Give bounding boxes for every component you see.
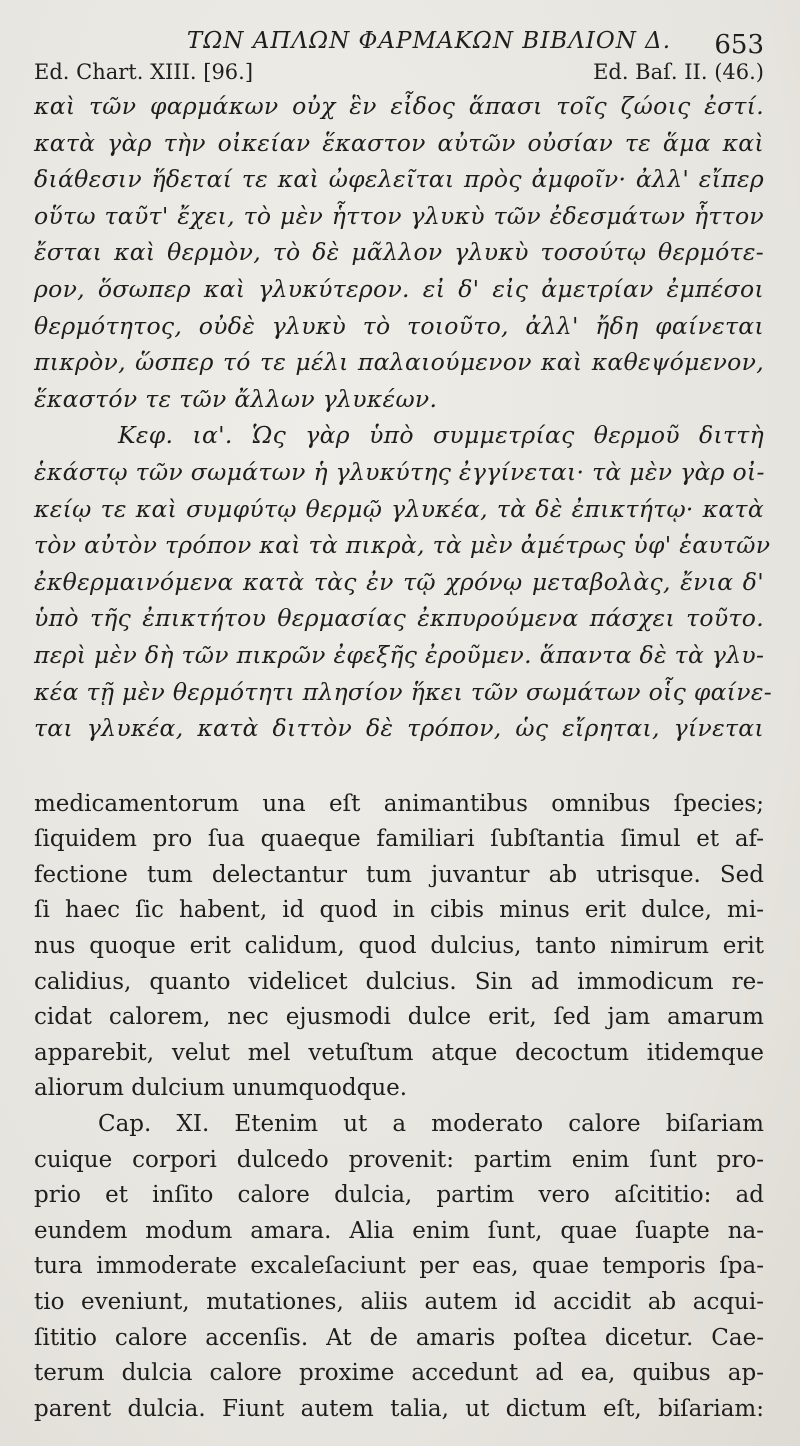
latin-line: terum dulcia calore proxime accedunt ad ea, quibus ap- xyxy=(34,1360,764,1387)
latin-line: cuique corpori dulcedo provenit: partim enim ſunt pro- xyxy=(34,1146,764,1173)
latin-line: nus quoque erit calidum, quod dulcius, tanto nimirum erit xyxy=(34,933,764,960)
latin-line: ſititio calore accenſis. At de amaris poſtea dicetur. Cae- xyxy=(34,1324,764,1351)
greek-line: ἑκάστῳ τῶν σωμάτων ἡ γλυκύτης ἐγγίνεται· τὰ μὲν γὰρ οἰ- xyxy=(34,457,765,486)
edition-chart-reference: Ed. Chart. XIII. [96.] xyxy=(34,60,254,84)
greek-line: ται γλυκέα, κατὰ διττὸν δὲ τρόπον, ὡς εἴρηται, γίνεται xyxy=(34,714,764,743)
greek-chapter-heading-line: Κεφ. ια'. Ὡς γὰρ ὑπὸ συμμετρίας θερμοῦ διττὴ xyxy=(118,421,764,450)
edition-basel-reference: Ed. Baſ. II. (46.) xyxy=(593,60,764,84)
latin-line: eundem modum amara. Alia enim ſunt, quae ſuapte na- xyxy=(34,1217,764,1244)
latin-line: medicamentorum una eſt animantibus omnibus ſpecies; xyxy=(34,790,764,817)
latin-line: ſi haec ſic habent, id quod in cibis minus erit dulce, mi- xyxy=(34,897,764,924)
greek-line: πικρὸν, ὥσπερ τό τε μέλι παλαιούμενον καὶ καθεψόμενον, xyxy=(34,348,764,377)
greek-line: περὶ μὲν δὴ τῶν πικρῶν ἐφεξῆς ἐροῦμεν. ἅπαντα δὲ τὰ γλυ- xyxy=(34,640,765,669)
page-number: 653 xyxy=(714,30,764,60)
running-head xyxy=(34,0,764,60)
greek-line: οὕτω ταῦτ' ἔχει, τὸ μὲν ἧττον γλυκὺ τῶν ἐδεσμάτων ἧττον xyxy=(34,201,764,230)
latin-chapter-heading-line: Cap. XI. Etenim ut a moderato calore biſariam xyxy=(98,1111,764,1138)
latin-line: aliorum dulcium unumquodque. xyxy=(34,1075,408,1102)
greek-text-block xyxy=(34,88,773,747)
running-title: ΤΩΝ ΑΠΛΩΝ ΦΑΡΜΑΚΩΝ ΒΙΒΛΙΟΝ Δ. xyxy=(186,28,672,54)
latin-line: tio eveniunt, mutationes, aliis autem id accidit ab acqui- xyxy=(34,1289,764,1315)
greek-line: κείῳ τε καὶ συμφύτῳ θερμῷ γλυκέα, τὰ δὲ ἐπικτήτῳ· κατὰ xyxy=(34,494,764,523)
latin-line: prio et inſito calore dulcia, partim vero aſcititio: ad xyxy=(34,1182,764,1209)
latin-line: calidius, quanto videlicet dulcius. Sin ad immodicum re- xyxy=(34,968,764,995)
greek-line: ἐκθερμαινόμενα κατὰ τὰς ἐν τῷ χρόνῳ μεταβολὰς, ἔνια δ' xyxy=(34,567,764,596)
greek-line: ρον, ὅσωπερ καὶ γλυκύτερον. εἰ δ' εἰς ἀμετρίαν ἐμπέσοι xyxy=(34,274,764,303)
greek-line: καὶ τῶν φαρμάκων οὐχ ἓν εἶδος ἅπασι τοῖς ζώοις ἐστί. xyxy=(34,92,764,120)
latin-line: fectione tum delectantur tum juvantur ab utrisque. Sed xyxy=(34,861,764,888)
column-gap xyxy=(34,747,764,787)
greek-line: θερμότητος, οὐδὲ γλυκὺ τὸ τοιοῦτο, ἀλλ' ἤδη φαίνεται xyxy=(34,311,764,340)
latin-text-block xyxy=(34,787,764,1428)
greek-line: ἔσται καὶ θερμὸν, τὸ δὲ μᾶλλον γλυκὺ τοσούτῳ θερμότε- xyxy=(34,238,764,267)
latin-line: tura immoderate excaleſaciunt per eas, quae temporis ſpa- xyxy=(34,1253,764,1280)
edition-references xyxy=(34,58,764,86)
greek-line: κέα τῇ μὲν θερμότητι πλησίον ἥκει τῶν σωμάτων οἷς φαίνε- xyxy=(34,677,773,706)
latin-line: cidat calorem, nec ejusmodi dulce erit, ſed jam amarum xyxy=(34,1004,764,1031)
greek-line: διάθεσιν ἥδεταί τε καὶ ὠφελεῖται πρὸς ἀμφοῖν· ἀλλ' εἴπερ xyxy=(34,165,764,194)
latin-line: ſiquidem pro ſua quaeque familiari ſubſtantia ſimul et af- xyxy=(34,826,764,853)
greek-line: ἕκαστόν τε τῶν ἄλλων γλυκέων. xyxy=(34,384,438,413)
greek-line: ὑπὸ τῆς ἐπικτήτου θερμασίας ἐκπυρούμενα πάσχει τοῦτο. xyxy=(34,604,764,633)
latin-line: apparebit, velut mel vetuſtum atque decoctum itidemque xyxy=(34,1039,764,1066)
greek-line: κατὰ γὰρ τὴν οἰκείαν ἕκαστον αὐτῶν οὐσίαν τε ἅμα καὶ xyxy=(34,128,764,157)
greek-line: τὸν αὐτὸν τρόπον καὶ τὰ πικρὰ, τὰ μὲν ἀμέτρως ὑφ' ἑαυτῶν xyxy=(34,531,771,560)
latin-line: parent dulcia. Fiunt autem talia, ut dictum eſt, biſariam: xyxy=(34,1395,764,1422)
